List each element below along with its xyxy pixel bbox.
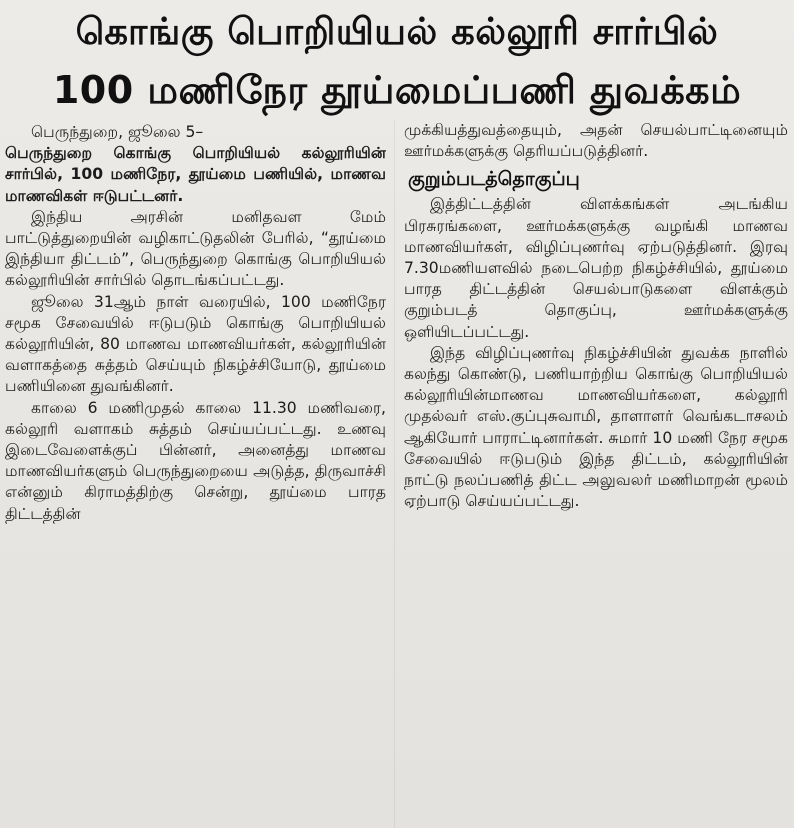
continued-paragraph: முக்கியத்துவத்தையும், அதன் செயல்பாட்டினையும் ஊர்மக்களுக்கு தெரியப்படுத்தினர்.	[404, 121, 788, 161]
body-paragraph-4: இத்திட்டத்தின் விளக்கங்கள் அடங்கிய பிரசுரங்களை, ஊர்மக்களுக்கு வழங்கி மாணவ மாணவியர்கள், விழிப்புணர்வு ஏற்படுத்தினர். இரவு 7.30மணியளவில் நடைபெற்ற நிகழ்ச்சியில், தூய்மை பாரத திட்டத்தின் செயல்பாடுகளை விளக்கும் குறும்படத் தொகுப்பு, ஊர்மக்களுக்கு ஒளியிடப்பட்டது.	[404, 195, 788, 341]
headline-line-1: கொங்கு பொறியியல் கல்லூரி சார்பில்	[75, 10, 719, 53]
body-paragraph-3: காலை 6 மணிமுதல் காலை 11.30 மணிவரை, கல்லூரி வளாகம் சுத்தம் செய்யப்பட்டது. உணவு இடைவேளைக்குப் பின்னர், அனைத்து மாணவ மாணவியர்களும் பெருந்துறையை அடுத்த, திருவாச்சி என்னும் கிராமத்திற்கு சென்று, தூய்மை பாரத திட்டத்தின்	[5, 398, 386, 523]
body-paragraph-1: இந்திய அரசின் மனிதவள மேம் பாட்டுத்துறையின் வழிகாட்டுதலின் பேரில், “தூய்மை இந்தியா திட்டம்”, பெருந்துறை கொங்கு பொறியியல் கல்லூரியின் சார்பில் தொடங்கப்பட்டது.	[5, 207, 386, 290]
dateline: பெருந்துறை, ஜூலை 5–	[31, 123, 204, 141]
headline-line-2: 100 மணிநேர தூய்மைப்பணி துவக்கம்	[52, 68, 742, 112]
article-left-column	[5, 122, 386, 826]
column-gutter	[394, 120, 395, 828]
lead-paragraph: பெருந்துறை கொங்கு பொறியியல் கல்லூரியின் சார்பில், 100 மணிநேர, தூய்மை பணியில், மாணவ மாணவிகள் ஈடுபட்டனர்.	[5, 144, 386, 205]
subheading: குறும்படத்தொகுப்பு	[408, 168, 580, 191]
article-right-column	[404, 120, 788, 826]
body-paragraph-5: இந்த விழிப்புணர்வு நிகழ்ச்சியின் துவக்க நாளில் கலந்து கொண்டு, பணியாற்றிய கொங்கு பொறியியல் கல்லூரியின்மாணவ மாணவியர்களை, கல்லூரி முதல்வர் எஸ்.குப்புசுவாமி, தாளாளர் வெங்கடாசலம் ஆகியோர் பாராட்டினார்கள். சுமார் 10 மணி நேர சமூக சேவையில் ஈடுபடும் இந்த திட்டம், கல்லூரியின் நாட்டு நலப்பணித் திட்ட அலுவலர் மணிமாறன் மூலம் ஏற்பாடு செய்யப்பட்டது.	[404, 343, 788, 511]
body-paragraph-2: ஜூலை 31ஆம் நாள் வரையில், 100 மணிநேர சமூக சேவையில் ஈடுபடும் கொங்கு பொறியியல் கல்லூரியின், 80 மாணவ மாணவியர்கள், கல்லூரியின் வளாகத்தை சுத்தம் செய்யும் நிகழ்ச்சியோடு, தூய்மை பணியினை துவங்கினர்.	[5, 292, 386, 396]
